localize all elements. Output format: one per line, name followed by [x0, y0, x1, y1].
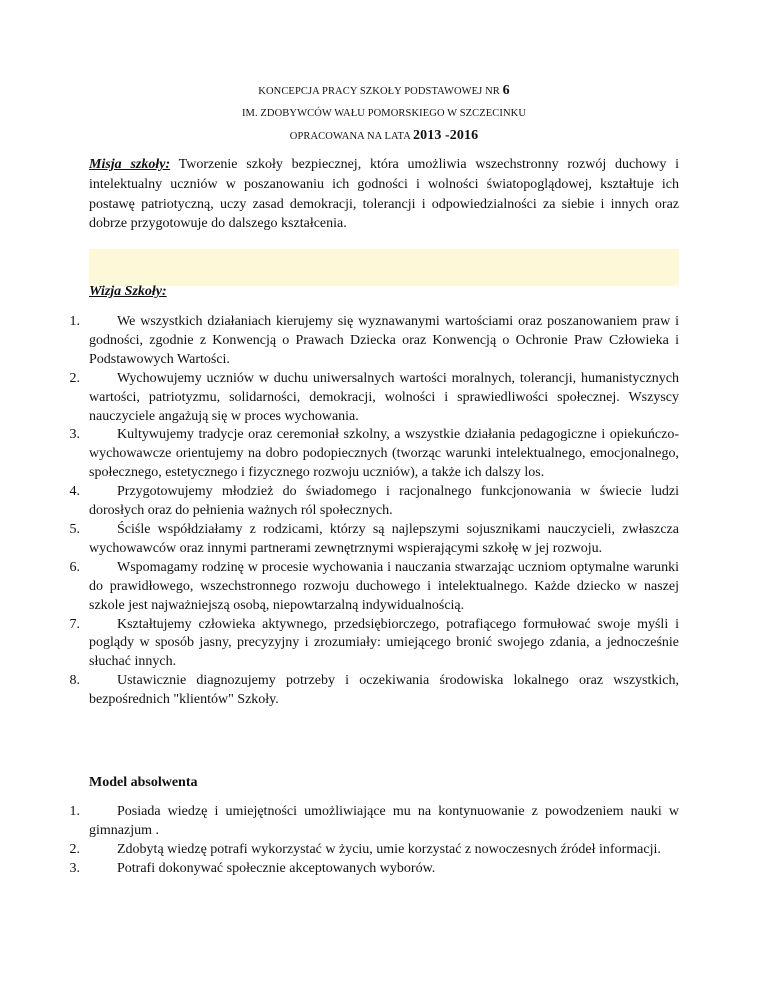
- list-number: 3.: [69, 860, 80, 876]
- list-number: 1.: [69, 804, 80, 819]
- graduate-model-list: [69, 803, 679, 879]
- list-item: [69, 616, 679, 673]
- list-item: [69, 313, 679, 370]
- list-text: Zdobytą wiedzę potrafi wykorzystać w życiu, umie korzystać z nowoczesnych źródeł informacji.: [117, 841, 661, 857]
- list-text: Wspomagamy rodzinę w procesie wychowania i nauczania stwarzając uczniom optymalne warunki do prawidłowego, wszechstronnego rozwoju duchowego i intelektualnego. Każde dziecko w naszej szkole jest najważniejszą osobą, niepowtarzalną indywidualnością.: [89, 559, 679, 613]
- school-number: 6: [502, 83, 510, 98]
- list-number: 8.: [69, 673, 80, 689]
- list-text: Posiada wiedzę i umiejętności umożliwiające mu na kontynuowanie z powodzeniem nauki w gimnazjum .: [89, 804, 679, 838]
- list-number: 5.: [69, 521, 80, 537]
- highlight-band: [89, 249, 679, 286]
- list-number: 3.: [69, 427, 80, 443]
- list-item: [69, 483, 679, 521]
- list-item: [69, 860, 679, 879]
- header-years: 2013 -2016: [413, 128, 479, 143]
- list-number: 1.: [69, 314, 80, 329]
- mission-paragraph: [89, 155, 679, 234]
- vision-title: Wizja Szkoły:: [89, 284, 167, 299]
- list-item: [69, 672, 679, 710]
- header-period-label: OPRACOWANA NA LATA: [289, 131, 414, 142]
- list-item: [69, 559, 679, 616]
- list-item: [69, 521, 679, 559]
- list-text: Przygotowujemy młodzież do świadomego i racjonalnego funkcjonowania w świecie ludzi dorosłych oraz do pełnienia ważnych ról społecznych.: [89, 484, 679, 519]
- list-item: [69, 426, 679, 483]
- list-text: Potrafi dokonywać społecznie akceptowanych wyborów.: [117, 860, 436, 876]
- list-number: 7.: [69, 616, 80, 632]
- list-text: We wszystkich działaniach kierujemy się wyznawanymi wartościami oraz poszanowaniem praw i godności, zgodnie z Konwencją o Prawach Dziecka oraz Konwencją o Ochronie Praw Człowieka i Podstawowych Wartości.: [89, 314, 679, 367]
- list-item: [69, 803, 679, 841]
- vision-list: [69, 313, 679, 710]
- list-text: Ustawicznie diagnozujemy potrzeby i oczekiwania środowiska lokalnego oraz wszystkich, bezpośrednich "klientów" Szkoły.: [89, 673, 679, 708]
- list-text: Ściśle współdziałamy z rodzicami, którzy są najlepszymi sojusznikami nauczycieli, zwłaszcza wychowawców oraz innymi partnerami zewnętrznymi wspierającymi szkołę w jej rozwoju.: [89, 521, 679, 556]
- header-title: KONCEPCJA PRACY SZKOŁY PODSTAWOWEJ NR: [258, 86, 503, 97]
- header-line-2: IM. ZDOBYWCÓW WAŁU POMORSKIEGO W SZCZECINKU: [241, 108, 527, 119]
- list-number: 6.: [69, 559, 80, 575]
- header-line-3: [0, 125, 768, 148]
- graduate-model-title: Model absolwenta: [89, 775, 198, 790]
- list-item: [69, 841, 679, 860]
- list-item: [69, 370, 679, 427]
- list-number: 4.: [69, 484, 80, 500]
- list-text: Kultywujemy tradycje oraz ceremoniał szkolny, a wszystkie działania pedagogiczne i opiekuńczo-wychowawcze orientujemy na dobro podopiecznych (tworząc warunki intelektualnego, emocjonalnego, społecznego, estetycznego i fizycznego rozwoju uczniów), a także ich dalszy los.: [89, 427, 679, 481]
- list-number: 2.: [69, 841, 80, 857]
- header-line-1: [0, 80, 768, 103]
- mission-text: Tworzenie szkoły bezpiecznej, która umożliwia wszechstronny rozwój duchowy i intelektualny uczniów w poszanowaniu ich godności i wolności światopoglądowej, kształtuje ich postawę patriotyczną, uczy zasad demokracji, tolerancji i odpowiedzialności za siebie i innych oraz dobrze przygotowuje do dalszego kształcenia.: [89, 157, 679, 232]
- list-text: Kształtujemy człowieka aktywnego, przedsiębiorczego, potrafiącego formułować swoje myśli i poglądy w sposób jasny, precyzyjny i zrozumiały: umiejącego bronić swojego zdania, a jednocześnie słuchać innych.: [89, 616, 679, 670]
- mission-label: Misja szkoły:: [89, 157, 171, 172]
- document-header: [0, 80, 768, 148]
- list-text: Wychowujemy uczniów w duchu uniwersalnych wartości moralnych, tolerancji, humanistycznych wartości, patriotyzmu, solidarności, demokracji, wolności i sprawiedliwości społecznej. Wszyscy nauczyciele angażują się w proces wychowania.: [89, 370, 679, 424]
- list-number: 2.: [69, 370, 80, 386]
